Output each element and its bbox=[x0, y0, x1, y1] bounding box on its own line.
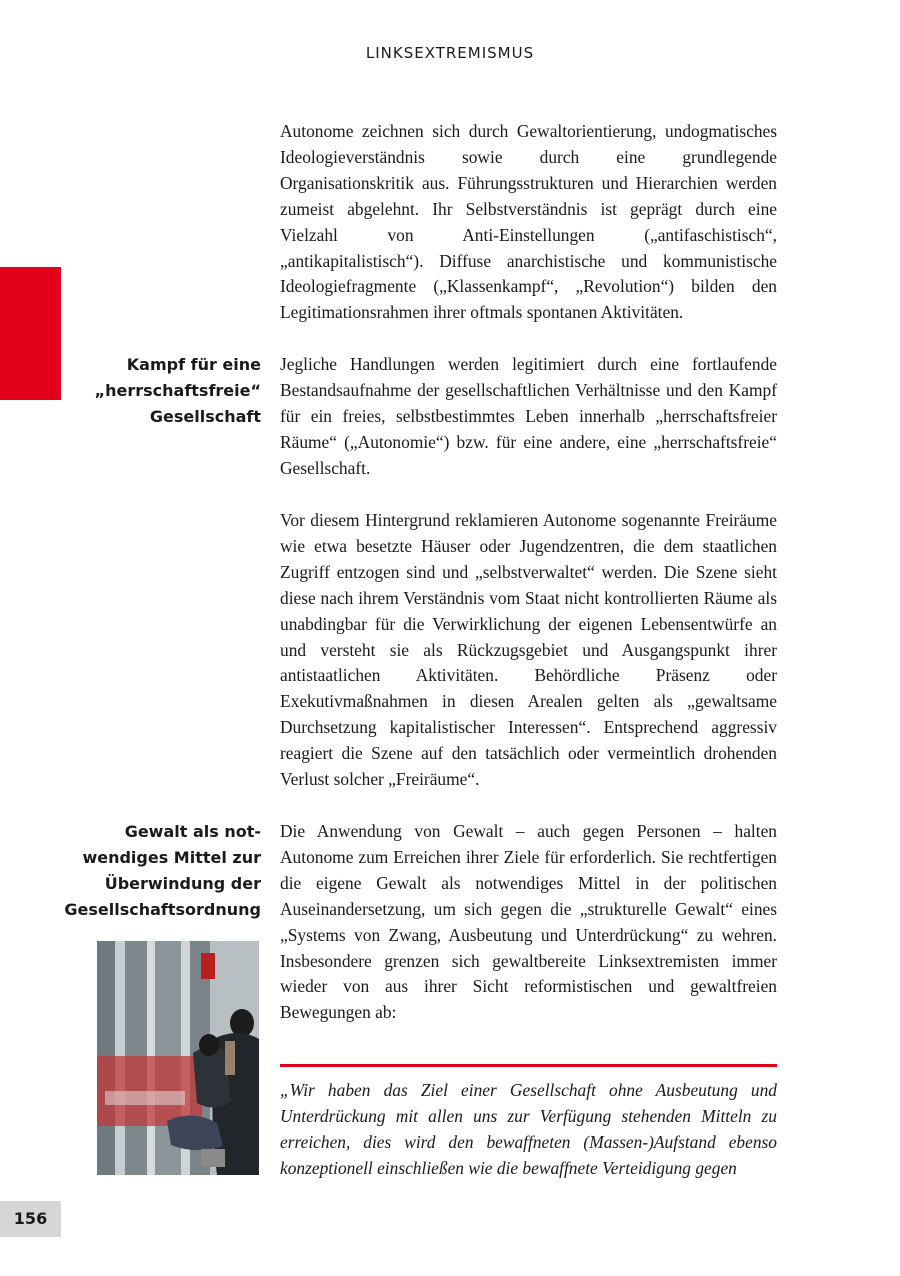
quote-divider bbox=[280, 1064, 777, 1067]
paragraph-autonome: Autonome zeichnen sich durch Gewaltorientierung, undogmatisches Ideologieverständnis sowie durch eine grundlegende Organisationskritik aus. Führungsstrukturen und Hierarchien werden zumeist abgelehnt. Ihr Selbstverständnis ist geprägt durch eine Vielzahl von Anti-Einstellungen („antifaschistisch“, „antikapitalistisch“). Diffuse anarchistische und kommunistische Ideologiefragmente („Klassenkampf“, „Revolution“) bilden den Legitimationsrahmen ihrer oftmals spontanen Aktivitäten. bbox=[280, 121, 777, 323]
paragraph-freiraeume: Vor diesem Hintergrund reklamieren Autonome sogenannte Freiräume wie etwa besetzte Häuser oder Jugendzentren, die dem staatlichen Zugriff entzogen sind und „selbstverwaltet“ werden. Die Szene sieht diese nach ihrem Verständnis vom Staat nicht kontrollierten Räume als unabdingbar für die Verwirklichung der eigenen Lebensentwürfe an und versteht sie als Rückzugsgebiet und Ausgangspunkt ihrer antistaatlichen Aktivitäten. Behördliche Präsenz oder Exekutivmaßnahmen in diesen Arealen gelten als „gewaltsame Durchsetzung kapitalistischer Interessen“. Entsprechend aggressiv reagiert die Szene auf den tatsächlich oder vermeintlich drohenden Verlust solcher „Freiräume“. bbox=[280, 510, 777, 790]
side-heading-gewalt bbox=[41, 819, 261, 923]
side-heading-line: Gesellschaft bbox=[149, 407, 261, 426]
side-heading-kampf bbox=[41, 352, 261, 430]
side-heading-line: Gesellschaftsordnung bbox=[64, 900, 261, 919]
side-heading-line: Überwindung der bbox=[104, 874, 261, 893]
side-heading-line: Gewalt als not- bbox=[124, 822, 261, 841]
page-number: 156 bbox=[0, 1201, 61, 1237]
side-heading-line: „herrschaftsfreie“ bbox=[94, 381, 261, 400]
side-heading-line: Kampf für eine bbox=[126, 355, 261, 374]
paragraph-legitimation: Jegliche Handlungen werden legitimiert durch eine fortlaufende Bestandsaufnahme der gesellschaftlichen Verhältnisse und den Kampf für ein freies, selbstbestimmtes Leben innerhalb „herrschaftsfreier Räume“ („Autonomie“) bzw. für eine andere, eine „herrschaftsfreie“ Gesellschaft. bbox=[280, 354, 777, 478]
paragraph-gewalt: Die Anwendung von Gewalt – auch gegen Personen – halten Autonome zum Erreichen ihrer Ziele für erforderlich. Sie rechtfertigen die eigene Gewalt als notwendiges Mittel in der politischen Auseinandersetzung, um sich gegen die „strukturelle Gewalt“ eines „Systems von Zwang, Ausbeutung und Unterdrückung“ zu wehren. Insbesondere grenzen sich gewaltbereite Linksextremisten immer wieder von aus ihrer Sicht reformistischen und gewaltfreien Bewegungen ab: bbox=[280, 821, 777, 1023]
side-heading-line: wendiges Mittel zur bbox=[82, 848, 261, 867]
block-quote: „Wir haben das Ziel einer Gesellschaft ohne Ausbeutung und Unterdrückung mit allen uns zur Verfügung stehenden Mitteln zu erreichen, dies wird den bewaffneten (Massen-)Aufstand ebenso konzeptionell einschließen wie die bewaffnete Verteidigung gegen bbox=[280, 1080, 777, 1178]
riot-photo bbox=[97, 941, 259, 1175]
running-header: LINKSEXTREMISMUS bbox=[365, 44, 535, 62]
